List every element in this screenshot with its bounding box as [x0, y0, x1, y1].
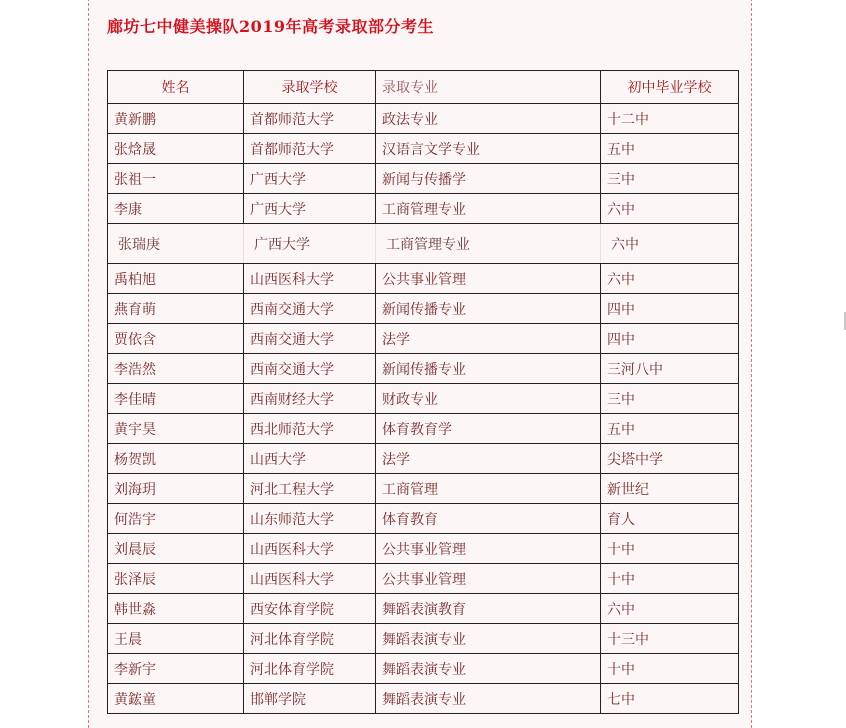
cell-school: 河北工程大学: [244, 474, 376, 504]
cell-major: 体育教育: [376, 504, 601, 534]
admissions-table: [107, 70, 739, 714]
cell-school: 首都师范大学: [244, 134, 376, 164]
cell-school: 山东师范大学: [244, 504, 376, 534]
cell-major: 新闻传播专业: [376, 294, 601, 324]
cell-name: 李康: [108, 194, 244, 224]
cell-name: 张泽辰: [108, 564, 244, 594]
cell-major: 公共事业管理: [376, 564, 601, 594]
cell-name: 黄新鹏: [108, 104, 244, 134]
cell-major: 舞蹈表演教育: [376, 594, 601, 624]
header-name: 姓名: [108, 71, 244, 104]
cell-school: 邯郸学院: [244, 684, 376, 714]
cell-middle-school: 三中: [601, 384, 739, 414]
cell-school: 西南财经大学: [244, 384, 376, 414]
cell-major: 舞蹈表演专业: [376, 684, 601, 714]
cell-middle-school: 六中: [601, 594, 739, 624]
table-row: [108, 414, 739, 444]
cell-school: 西南交通大学: [244, 354, 376, 384]
table-row: [108, 654, 739, 684]
cell-name: 李浩然: [108, 354, 244, 384]
cell-middle-school: 五中: [601, 414, 739, 444]
cell-middle-school: 尖塔中学: [601, 444, 739, 474]
cell-major: 工商管理: [376, 474, 601, 504]
cell-middle-school: 十中: [601, 654, 739, 684]
table-row: [108, 294, 739, 324]
table-row: [108, 324, 739, 354]
table-row: [108, 594, 739, 624]
cell-school: 首都师范大学: [244, 104, 376, 134]
cell-major: 财政专业: [376, 384, 601, 414]
table-row: [108, 194, 739, 224]
cell-middle-school: 六中: [601, 194, 739, 224]
header-school: 录取学校: [244, 71, 376, 104]
cell-major: 工商管理专业: [376, 194, 601, 224]
content-panel: [88, 0, 752, 728]
table-row: [108, 564, 739, 594]
cell-school: 广西大学: [244, 164, 376, 194]
cell-name: 贾依含: [108, 324, 244, 354]
cell-name: 李佳晴: [108, 384, 244, 414]
cell-name: 黄宇昊: [108, 414, 244, 444]
cell-name: 李新宇: [108, 654, 244, 684]
cell-name: 张焓晟: [108, 134, 244, 164]
cell-middle-school: 新世纪: [601, 474, 739, 504]
cell-middle-school: 三中: [601, 164, 739, 194]
table-row: [108, 504, 739, 534]
table-row: [108, 444, 739, 474]
cell-major: 舞蹈表演专业: [376, 624, 601, 654]
cell-middle-school: 六中: [601, 224, 739, 264]
cell-major: 汉语言文学专业: [376, 134, 601, 164]
cell-middle-school: 育人: [601, 504, 739, 534]
cell-name: 何浩宇: [108, 504, 244, 534]
page-title: 廊坊七中健美操队2019年高考录取部分考生: [107, 17, 435, 36]
cell-name: 张祖一: [108, 164, 244, 194]
cell-name: 禹柏旭: [108, 264, 244, 294]
table-row: [108, 354, 739, 384]
table-row: [108, 134, 739, 164]
table-row: [108, 164, 739, 194]
cell-school: 西安体育学院: [244, 594, 376, 624]
cell-school: 广西大学: [244, 194, 376, 224]
cell-major: 舞蹈表演专业: [376, 654, 601, 684]
table-row: [108, 534, 739, 564]
table-row: [108, 684, 739, 714]
table-row: [108, 474, 739, 504]
cell-school: 西南交通大学: [244, 324, 376, 354]
cell-major: 体育教育学: [376, 414, 601, 444]
cell-middle-school: 七中: [601, 684, 739, 714]
cell-middle-school: 五中: [601, 134, 739, 164]
table-row: [108, 384, 739, 414]
table-row: [108, 624, 739, 654]
cell-name: 张瑞庚: [108, 224, 244, 264]
cell-major: 法学: [376, 324, 601, 354]
cell-name: 王晨: [108, 624, 244, 654]
cell-name: 刘晨辰: [108, 534, 244, 564]
table-row: [108, 224, 739, 264]
cell-school: 西北师范大学: [244, 414, 376, 444]
cell-middle-school: 四中: [601, 294, 739, 324]
cell-school: 山西大学: [244, 444, 376, 474]
cell-school: 山西医科大学: [244, 264, 376, 294]
cell-school: 河北体育学院: [244, 654, 376, 684]
cell-middle-school: 十二中: [601, 104, 739, 134]
cell-name: 刘海玥: [108, 474, 244, 504]
header-major: 录取专业: [376, 71, 601, 104]
table-row: [108, 264, 739, 294]
cell-name: 黄鋐童: [108, 684, 244, 714]
cell-middle-school: 十三中: [601, 624, 739, 654]
header-middle-school: 初中毕业学校: [601, 71, 739, 104]
cell-major: 公共事业管理: [376, 264, 601, 294]
cell-school: 山西医科大学: [244, 534, 376, 564]
cell-name: 杨贺凯: [108, 444, 244, 474]
cell-school: 西南交通大学: [244, 294, 376, 324]
cell-middle-school: 六中: [601, 264, 739, 294]
cell-major: 新闻与传播学: [376, 164, 601, 194]
cell-major: 法学: [376, 444, 601, 474]
cell-major: 新闻传播专业: [376, 354, 601, 384]
cell-name: 韩世淼: [108, 594, 244, 624]
table-header-row: [108, 71, 739, 104]
cell-major: 公共事业管理: [376, 534, 601, 564]
cell-major: 工商管理专业: [376, 224, 601, 264]
cell-middle-school: 十中: [601, 564, 739, 594]
cell-school: 山西医科大学: [244, 564, 376, 594]
cell-school: 河北体育学院: [244, 624, 376, 654]
cell-school: 广西大学: [244, 224, 376, 264]
cell-middle-school: 四中: [601, 324, 739, 354]
cell-middle-school: 十中: [601, 534, 739, 564]
cell-major: 政法专业: [376, 104, 601, 134]
table-row: [108, 104, 739, 134]
cell-name: 燕育萌: [108, 294, 244, 324]
cell-middle-school: 三河八中: [601, 354, 739, 384]
